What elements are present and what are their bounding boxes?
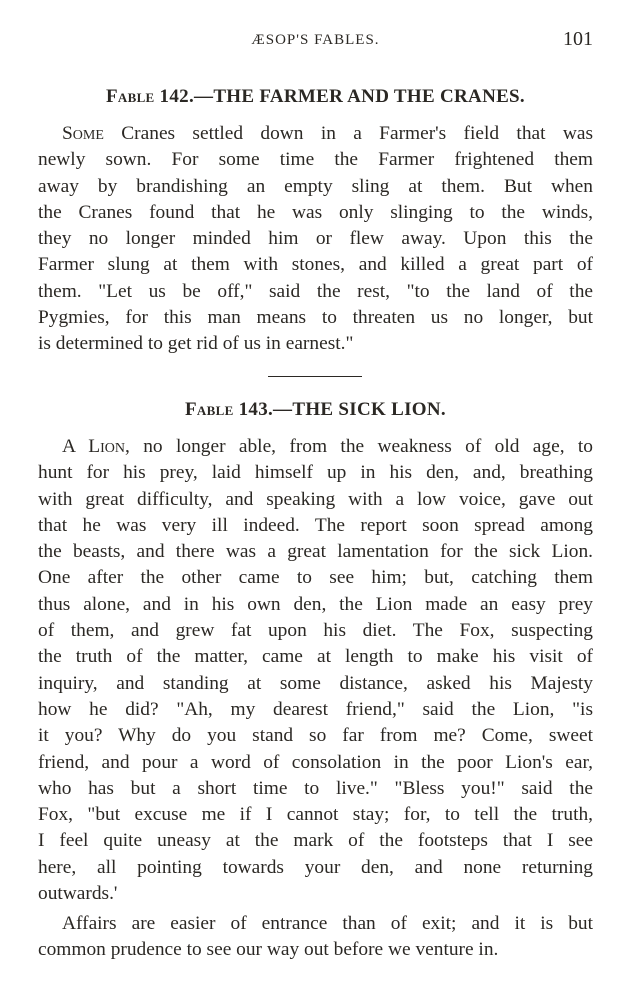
- fable-143-first-word: A Lion,: [62, 436, 130, 457]
- fable-143-label: Fable 143.: [185, 399, 274, 420]
- page-number: 101: [563, 28, 593, 50]
- fable-142-title: —THE FARMER AND THE CRANES.: [194, 86, 525, 107]
- text-line: Farmer slung at them with stones, and killed a great part of: [38, 254, 593, 276]
- moral-line: Affairs are easier of entrance than of exit; and it is but: [62, 913, 593, 934]
- text-line: thus alone, and in his own den, the Lion made an easy prey: [38, 593, 593, 615]
- text-line: the truth of the matter, came at length to make his visit of: [38, 646, 593, 668]
- fable-142-text: [38, 121, 593, 358]
- running-title: ÆSOP'S FABLES.: [251, 32, 380, 48]
- text-line: is determined to get rid of us in earnest.": [38, 333, 354, 355]
- text-line: it you? Why do you stand so far from me? Come, sweet: [38, 725, 593, 747]
- text-line: that he was very ill indeed. The report soon spread among: [38, 514, 593, 536]
- text-line: the Cranes found that he was only slinging to the winds,: [38, 201, 593, 223]
- fable-142-first-word: Some: [62, 123, 104, 144]
- fable-143-moral: [38, 911, 593, 964]
- text-line: Fox, "but excuse me if I cannot stay; for, to tell the truth,: [38, 804, 593, 826]
- fable-142-heading: [38, 86, 593, 108]
- text-line: with great difficulty, and speaking with a low voice, gave out: [38, 488, 593, 510]
- text-line: newly sown. For some time the Farmer frightened them: [38, 149, 593, 171]
- text-line: outwards.': [38, 883, 118, 905]
- text-line: A Lion, no longer able, from the weakness of old age, to: [62, 436, 593, 457]
- fable-143-text: [38, 434, 593, 907]
- text-line: Pygmies, for this man means to threaten us no longer, but: [38, 307, 593, 329]
- text-line: friend, and pour a word of consolation in the poor Lion's ear,: [38, 751, 593, 773]
- text-line: who has but a short time to live." "Bless you!" said the: [38, 777, 593, 799]
- fable-143-heading: [38, 399, 593, 421]
- running-head: [38, 28, 593, 52]
- text-line: One after the other came to see him; but, catching them: [38, 567, 593, 589]
- text-line: Some Cranes settled down in a Farmer's field that was: [62, 123, 593, 144]
- fable-143-title: —THE SICK LION.: [273, 399, 446, 420]
- text-line: they no longer minded him or flew away. Upon this the: [38, 228, 593, 250]
- text-line: I feel quite uneasy at the mark of the footsteps that I see: [38, 830, 593, 852]
- text-line: here, all pointing towards your den, and none returning: [38, 856, 593, 878]
- fable-142-label: Fable 142.: [106, 86, 195, 107]
- text-line: hunt for his prey, laid himself up in his den, and, breathing: [38, 462, 593, 484]
- moral-line: common prudence to see our way out before we venture in.: [38, 939, 499, 961]
- text-line: how he did? "Ah, my dearest friend," said the Lion, "is: [38, 698, 593, 720]
- text-line: inquiry, and standing at some distance, asked his Majesty: [38, 672, 593, 694]
- text-line: the beasts, and there was a great lamentation for the sick Lion.: [38, 541, 593, 563]
- text-line: away by brandishing an empty sling at them. But when: [38, 175, 593, 197]
- text-line: of them, and grew fat upon his diet. The Fox, suspecting: [38, 620, 593, 642]
- text-line: them. "Let us be off," said the rest, "to the land of the: [38, 280, 593, 302]
- section-divider: [268, 376, 362, 377]
